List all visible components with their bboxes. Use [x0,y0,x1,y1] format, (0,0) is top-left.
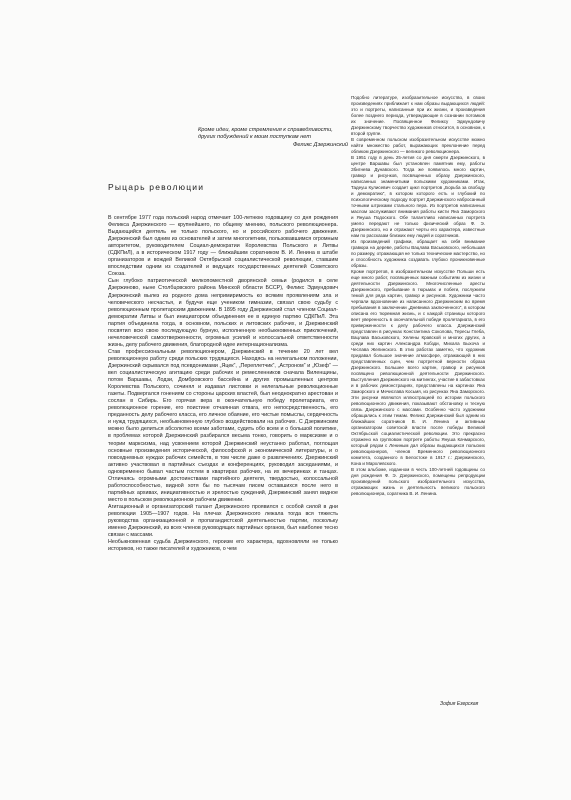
right-paragraph: В современном польском изобразительном искусстве можно найти множество работ, выражающих преклонение перед обликом Дзержинского — великого революционера. [351,137,485,154]
left-paragraph: Став профессиональным революционером, Дзержинский в течение 20 лет вел революционную работу среди польских трудящихся. Находясь на нелегальном положении, Дзержинский скрывался под псевдонимами „Яцек“, „Переплетчик“, „Астроном“ и „Юзеф“ — вел социалистическую агитацию среди рабочих и ремесленников сначала Виленщины, потом Варшавы, Лодзи, Домбровского бассейна и других промышленных центров Королевства Польского, сочинял и издавал листовки и нелегальные революционные газеты. Подвергался гонениям со стороны царских властей, был неоднократно арестован и сослан в Сибирь. Его горячая вера в окончательную победу пролетариата, его революционное горение, его поистине отчаянная отвага, его непосредственность, его преданность делу рабочего класса, его личное обаяние, его чистые помыслы, сердечность и нужд трудящихся, необыкновенную глубоко воздействовали на рабочих. С Дзержинским можно было делиться абсолютно всеми заботами, судить обо всем и о большой политике, в проблемах которой Дзержинский разбирался весьма тонко, говорить о марксизме и о теории марксизма, над усвоением которой Дзержинский неустанно работал, поглощая основные произведения исторической, философской и экономической литературы, и о повседневных нуждах рабочих семейств, в том числе даже о развлечениях. Дзержинский активно участвовал в партийных съездах и конференциях, руководил заседаниями, и одновременно бывал частым гостем в квартирах рабочих, на их вечеринках и танцах. Отличаясь огромными достоинствами партийного деятеля, твердостью, колоссальной работоспособностью, видной хотя бы по тысячам писем оставшихся после него в партийных архивах, инициативностью и зрелостью суждений, Дзержинский занял видное место в польском революционном рабочем движении. [108,348,338,503]
signature: Зофия Езерская [440,701,479,707]
left-paragraph: Агитационный и организаторский талант Дзержинского проявился с особой силой в дни революции 1905—1907 годов. На плечах Дзержинского лежала тогда вся тяжесть руководства организационной и пропагандистской деятельностью партии, поскольку именно Дзержинский, из всех членов руководящих партийных органов, был наиболее тесно связан с массами. [108,503,338,539]
right-paragraph: В этом альбоме, изданном в честь 100-летней годовщины со дня рождения Ф. Э. Дзержинского, помещены репродукции произведений польского изобразительного искусства, отражающих жизнь и деятельность великого польского революционера, соратника В. И. Ленина. [351,467,485,496]
section-title: Рыцарь революции [108,182,205,192]
left-paragraph: В сентябре 1977 года польский народ отмечает 100-летнюю годовщину со дня рождения Феликса Дзержинского — крупнейшего, по общему мнению, польского революционера. Выдающийся деятель не только польского, но и российского рабочего движения. Дзержинский был одним из основателей и затем многолетним, пользовавшимся огромным авторитетом, руководителем Социал-демократии Королевства Польского и Литвы (СДКПиЛ), а в историческом 1917 году — ближайшим соратником В. И. Ленина в штабе организаторов и вождей Великой Октябрьской социалистической революции, ставшим впоследствии одним из создателей и ведущих государственных деятелей Советского Союза. [108,215,338,278]
epigraph-text: Кроме идеи, кроме стремления к справедливости, других побуждений к моим поступкам нет [198,127,333,141]
left-paragraph: Сын глубоко патриотической мелкопоместной дворянской семьи (родился в селе Дзержиново, ныне Столбцовского района Минской области БССР), Феликс Эдмундович Дзержинский вылез из родного дома непримиримость ко всяким проявлениям зла и человеческого несчастья, и будучи еще учеником гимназии, связал свою судьбу с революционным пролетарским движением. В 1895 году Дзержинский стал членом Социал-демократии Литвы и был инициатором объединения ее в единую партию СДКПиЛ. Эта партия объединила тогда, в основном, польских и литовских рабочих, и Дзержинский посвятил всю свою последующую бурную, исполненную необыкновенных приключений, нечеловеческой самоотверженности, огромных усилий и колоссальной ответственности жизнь, делу рабочего движения, благородной идее интернационализма. [108,278,338,348]
right-paragraph: Из произведений графики, обращает на себя внимание гравюра на дереве, работы Вацлава Васьковского, небольшая по размеру, отражающая не только технические мастерство, но и способность художника создавать глубоко проникновенные образы. [351,239,485,268]
right-paragraph: Кроме портретов, в изобразительном искусстве Польши есть еще много работ, посвященных важным событиям из жизни и деятельности Дзержинского. Многочисленные аресты Дзержинского, пребывание в тюрьмах и побеги, послужили темой для ряда картин, гравюр и рисунков. Художники часто черпали вдохновение из написанного Дзержинским во время пребывания в заключении „Дневника заключенного“, в котором описана его тюремная жизнь, и с каждой страницы которого веет уверенность в окончательной победе пролетариата, в его приверженности к делу рабочего класса. Дзержинский представлен в рисунках Константина Соколова, Тересы Глеба, Вацлава Васьковского, Хелены Кравской и многих других, а среди них картин Александра Кобзди, Михала Быхоча и Чеслава Желинского. В этих работах заметно, что художник придавал большое значение атмосфере, отражающей в них представленных сцен, чем портретной верности образа Дзержинского. Большее всего картин, гравюр и рисунков посвящено революционной деятельности Дзержинского. Выступления Дзержинского на митингах, участие в забастовках и в рабочих демонстрациях, представлены на картинах Яна Заморского и Мечислава Косьмя, из рисунках Яна Заморского. Эти рисунки являются иллюстрацией по истории польского революционного движения, показывают обстановку и тесную связь Дзержинского с массами. Особенно часто художники обращались к этим темам. Феликс Дзержинский был одним из ближайших соратников В. И. Ленина и активным организатором советской власти после победы Великой Октябрьской социалистической революции. Это прекрасно отражено на групповом портрете работы Януша Качмарского, который рядом с Лениным дал образы выдающихся польских революционеров, членов Временного революционного комитета, созданного в Белостоке в 1917 г.: Дзержинского, Кона и Мархлевского. [351,269,485,466]
right-column [351,95,485,497]
left-paragraph: Необыкновенная судьба Дзержинского, героизм его характера, вдохновляли не только историков, но также писателей и художников, о чем [108,539,338,553]
right-paragraph: В 1951 году в день 25-летия со дня смерти Дзержинского, в центре Варшавы был установлен памятник ему, работы Збигнева Дунавского. Тогда же появилось много картин, гравюр и рисунков, посвященных образу Дзержинского, написанных знаменитыми польскими художниками. Итак, Тадеуш Кулисевич создает цикл портретов „Борьба за свободу и демократию“, в котором которого есть и глубокий по психологическому подходу портрет Дзержинского набросанный точными штрихами стального пера. Из портретов написанных маслом заслуживают внимания работы кисти Яна Заморского и Януша Подоского. Обе талантливо написанных портрета умело передают не только физический образ Ф. Э. Дзержинского, но и отражают черты его характера, известные нам по рассказам близких ему людей и соратников. [351,155,485,238]
right-paragraph: Подобно литературе, изобразительное искусство, в своих произведениях приближает к нам образы выдающихся людей: это и портреты, написанные при их жизни, и произведения более позднего периода, утверждающие в сознании потомков их значение. Посвященное Феликсу Эдмундовичу Дзержинскому творчество художников относится, в основном, к второй группе. [351,95,485,136]
epigraph-author: Феликс Дзержинский [292,141,348,148]
epigraph [198,127,348,149]
left-column [108,215,338,553]
